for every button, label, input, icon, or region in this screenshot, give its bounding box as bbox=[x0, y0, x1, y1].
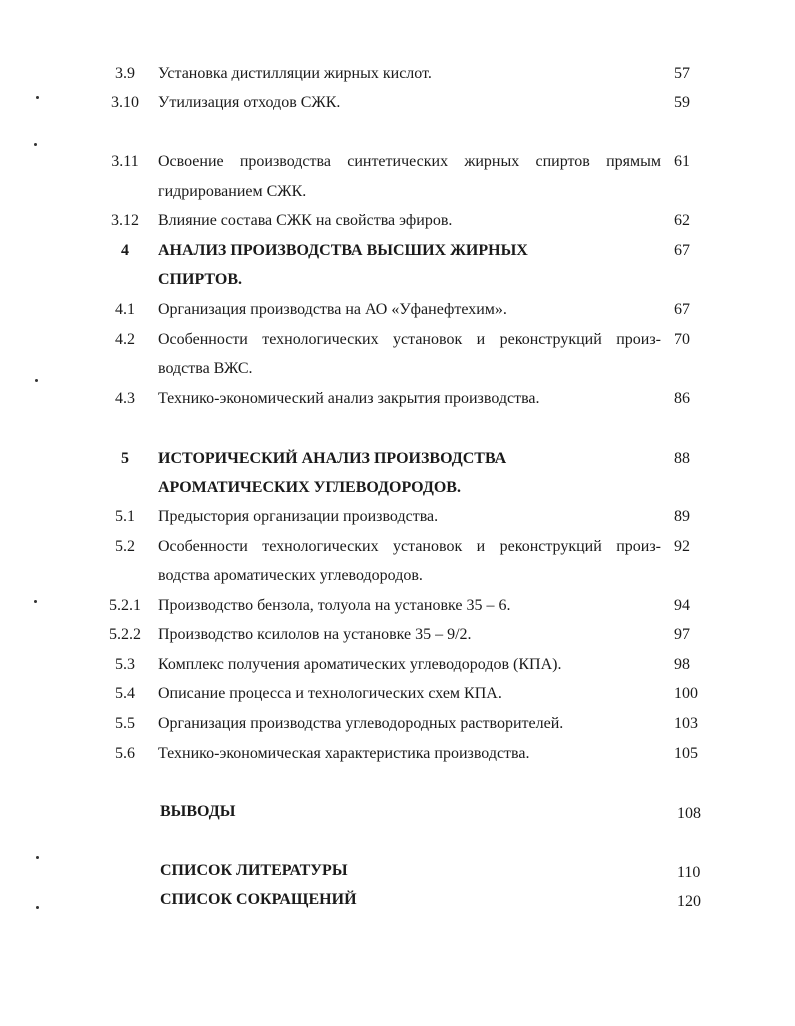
toc-chapter-title: ИСТОРИЧЕСКИЙ АНАЛИЗ ПРОИЗВОДСТВА bbox=[158, 450, 507, 467]
toc-entry-title: Организация производства на АО «Уфанефтехим». bbox=[158, 301, 507, 318]
toc-entry-page: 100 bbox=[674, 685, 698, 702]
toc-entry-page: 110 bbox=[677, 864, 701, 881]
toc-entry-title: Технико-экономическая характеристика производства. bbox=[158, 745, 530, 762]
toc-entry-number: 5.3 bbox=[115, 656, 135, 673]
toc-abbreviations-title: СПИСОК СОКРАЩЕНИЙ bbox=[160, 891, 357, 908]
toc-entry-page: 61 bbox=[674, 153, 690, 170]
toc-chapter-title-continued: СПИРТОВ. bbox=[158, 271, 242, 288]
toc-entry-title: Технико-экономический анализ закрытия производства. bbox=[158, 390, 540, 407]
toc-entry-number: 3.9 bbox=[115, 65, 135, 82]
toc-references-title: СПИСОК ЛИТЕРАТУРЫ bbox=[160, 862, 348, 879]
toc-entry-number: 5.6 bbox=[115, 745, 135, 762]
toc-entry-title: Особенности технологических установок и реконструкций произ- bbox=[158, 331, 661, 348]
scan-speck bbox=[34, 143, 37, 146]
toc-entry-page: 98 bbox=[674, 656, 690, 673]
toc-entry-title: Утилизация отходов СЖК. bbox=[158, 94, 341, 111]
toc-entry-title: Организация производства углеводородных растворителей. bbox=[158, 715, 564, 732]
scan-speck bbox=[36, 906, 39, 909]
toc-entry-page: 57 bbox=[674, 65, 690, 82]
toc-entry-title-continued: водства ароматических углеводородов. bbox=[158, 567, 423, 584]
toc-entry-page: 62 bbox=[674, 212, 690, 229]
toc-entry-title-continued: водства ВЖС. bbox=[158, 360, 253, 377]
toc-entry-title: Предыстория организации производства. bbox=[158, 508, 439, 525]
toc-chapter-number: 4 bbox=[121, 242, 129, 259]
toc-entry-title: Комплекс получения ароматических углеводородов (КПА). bbox=[158, 656, 562, 673]
toc-chapter-title-continued: АРОМАТИЧЕСКИХ УГЛЕВОДОРОДОВ. bbox=[158, 479, 461, 496]
toc-entry-title-continued: гидрированием СЖК. bbox=[158, 183, 307, 200]
scan-speck bbox=[34, 600, 37, 603]
toc-entry-page: 59 bbox=[674, 94, 690, 111]
toc-entry-page: 120 bbox=[677, 893, 701, 910]
toc-entry-page: 92 bbox=[674, 538, 690, 555]
toc-entry-page: 70 bbox=[674, 331, 690, 348]
toc-entry-page: 108 bbox=[677, 805, 701, 822]
toc-entry-page: 94 bbox=[674, 597, 690, 614]
toc-chapter-number: 5 bbox=[121, 450, 129, 467]
toc-entry-number: 5.2.2 bbox=[109, 626, 141, 643]
toc-entry-page: 88 bbox=[674, 450, 690, 467]
toc-entry-page: 105 bbox=[674, 745, 698, 762]
toc-entry-page: 67 bbox=[674, 301, 690, 318]
scan-speck bbox=[35, 379, 38, 382]
toc-entry-number: 3.10 bbox=[111, 94, 139, 111]
toc-chapter-title: АНАЛИЗ ПРОИЗВОДСТВА ВЫСШИХ ЖИРНЫХ bbox=[158, 242, 528, 259]
toc-entry-number: 5.1 bbox=[115, 508, 135, 525]
toc-entry-number: 4.1 bbox=[115, 301, 135, 318]
toc-entry-number: 5.2.1 bbox=[109, 597, 141, 614]
toc-entry-title: Описание процесса и технологических схем КПА. bbox=[158, 685, 502, 702]
toc-entry-number: 5.4 bbox=[115, 685, 135, 702]
toc-entry-page: 67 bbox=[674, 242, 690, 259]
toc-entry-number: 5.5 bbox=[115, 715, 135, 732]
toc-entry-title: Освоение производства синтетических жирных спиртов прямым bbox=[158, 153, 661, 170]
toc-entry-number: 4.3 bbox=[115, 390, 135, 407]
toc-entry-title: Производство бензола, толуола на установке 35 – 6. bbox=[158, 597, 511, 614]
toc-entry-number: 4.2 bbox=[115, 331, 135, 348]
scan-speck bbox=[36, 856, 39, 859]
toc-entry-page: 86 bbox=[674, 390, 690, 407]
toc-entry-number: 5.2 bbox=[115, 538, 135, 555]
toc-entry-title: Особенности технологических установок и реконструкций произ- bbox=[158, 538, 661, 555]
toc-entry-page: 97 bbox=[674, 626, 690, 643]
toc-entry-page: 103 bbox=[674, 715, 698, 732]
toc-entry-page: 89 bbox=[674, 508, 690, 525]
toc-entry-title: Производство ксилолов на установке 35 – 9/2. bbox=[158, 626, 472, 643]
toc-entry-title: Установка дистилляции жирных кислот. bbox=[158, 65, 432, 82]
toc-conclusions-title: ВЫВОДЫ bbox=[160, 803, 236, 820]
toc-entry-number: 3.12 bbox=[111, 212, 139, 229]
scan-speck bbox=[36, 96, 39, 99]
toc-entry-title: Влияние состава СЖК на свойства эфиров. bbox=[158, 212, 453, 229]
toc-entry-number: 3.11 bbox=[111, 153, 139, 170]
